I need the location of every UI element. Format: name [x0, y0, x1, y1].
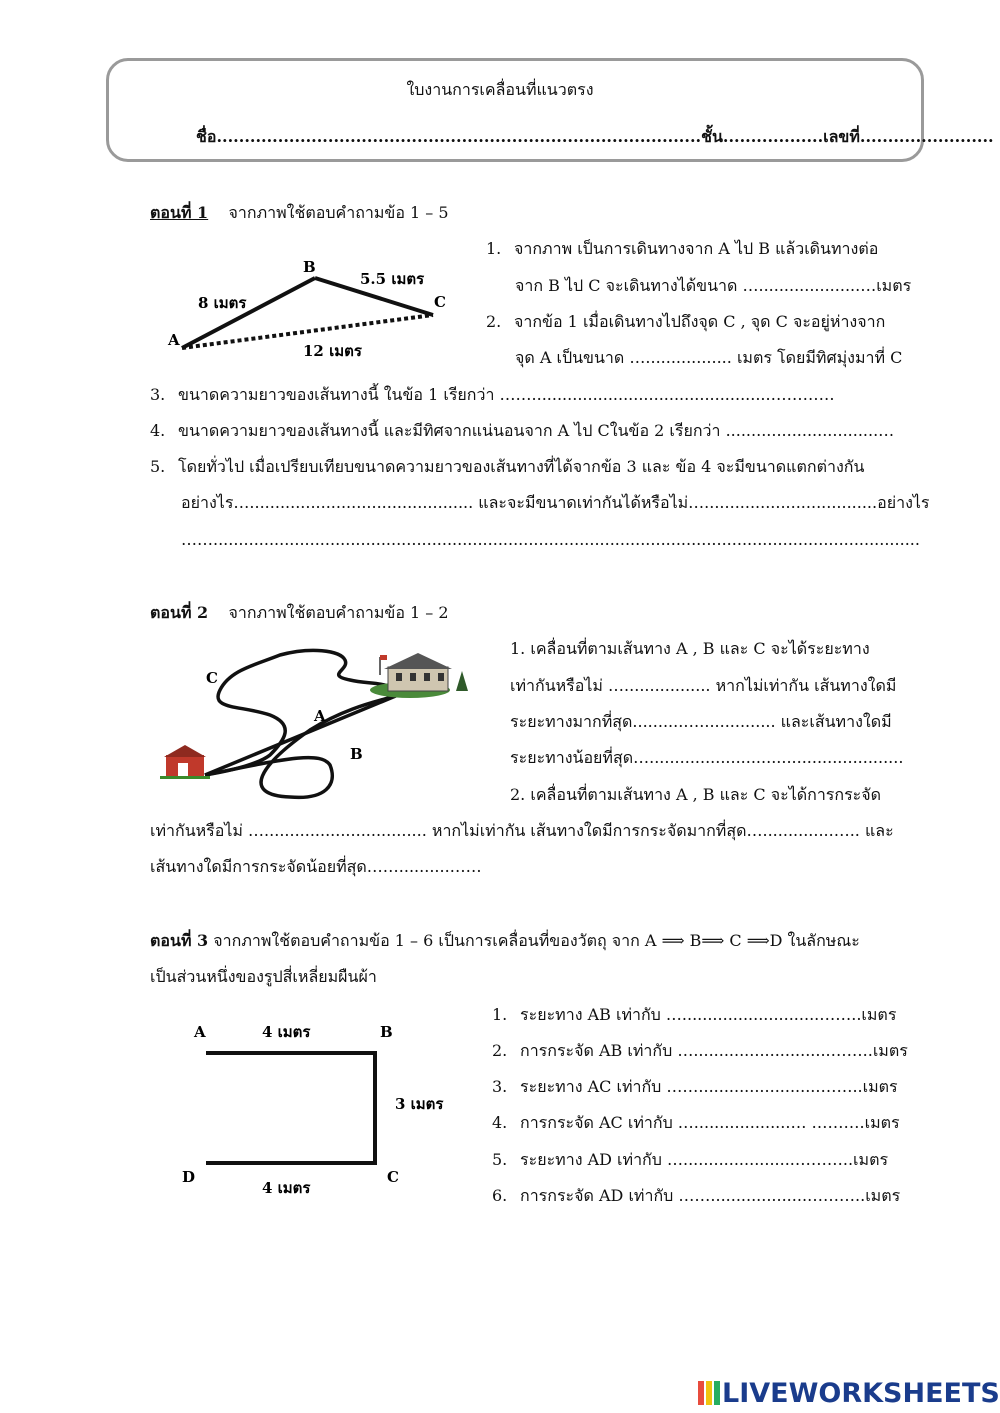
part2-q1-line4[interactable]: ระยะทางน้อยที่สุด….................................................. [510, 748, 904, 767]
part1-q5-line2[interactable]: อย่างไร…............................................ และจะมีขนาดเท่ากันได้หรือไม่…..................................อย่างไร [181, 493, 930, 512]
part2-q1-line3[interactable]: ระยะทางมากที่สุด..........…............... และเส้นทางใดมี [510, 712, 892, 731]
part1-q3[interactable]: 3. ขนาดความยาวของเส้นทางนี้ ในข้อ 1 เรียกว่า ……...............................................………… [150, 385, 835, 404]
part2-paths-diagram [160, 645, 480, 810]
worksheet-title: ใบงานการเคลื่อนที่แนวตรง [406, 80, 594, 99]
liveworksheets-logo-icon [698, 1381, 720, 1405]
ab-length-label: 8 เมตร [198, 294, 247, 312]
part3-q6[interactable]: 6. การกระจัด AD เท่ากับ ……...................………..เมตร [492, 1186, 901, 1205]
bc-length-label: 3 เมตร [395, 1095, 444, 1113]
part2-q1-line1: 1. เคลื่อนที่ตามเส้นทาง A , B และ C จะได้ระยะทาง [510, 639, 870, 658]
part3-intro-line1: จากภาพใช้ตอบคำถามข้อ 1 – 6 เป็นการเคลื่อนที่ของวัตถุ จาก A ⟹ B⟹ C ⟹D ในลักษณะ [213, 931, 860, 950]
student-info-line[interactable]: ชื่อ.......................................................................................ชั้น..................เลขที่........................ [196, 127, 994, 146]
part1-q5-line3[interactable]: ……........................................................................................................................................... [181, 530, 920, 549]
dc-length-label: 4 เมตร [262, 1179, 311, 1197]
part1-q2-line1: 2. จากข้อ 1 เมื่อเดินทางไปถึงจุด C , จุด C จะอยู่ห่างจาก [486, 312, 886, 331]
part3-rectangle-diagram [170, 1015, 470, 1205]
point-c-label: C [434, 293, 446, 311]
part3-title: ตอนที่ 3 [150, 931, 209, 950]
part3-q3[interactable]: 3. ระยะทาง AC เท่ากับ ……........................……..เมตร [492, 1077, 898, 1096]
part2-q1-line2[interactable]: เท่ากันหรือไม่ …................. หากไม่เท่ากัน เส้นทางใดมี [510, 676, 897, 695]
path-b-curve [205, 695, 398, 797]
part1-q5-line1: 5. โดยทั่วไป เมื่อเปรียบเทียบขนาดความยาวของเส้นทางที่ได้จากข้อ 3 และ ข้อ 4 จะมีขนาดแตกต่างกัน [150, 457, 865, 476]
path-c-label: C [206, 669, 218, 687]
point-a-label: A [194, 1023, 206, 1041]
part2-heading [150, 603, 449, 623]
barn-icon [160, 745, 210, 779]
bc-length-label: 5.5 เมตร [360, 270, 425, 288]
part1-q1-line1: 1. จากภาพ เป็นการเดินทางจาก A ไป B แล้วเดินทางต่อ [486, 239, 879, 258]
path-a-label: A [314, 707, 326, 725]
liveworksheets-logo-text[interactable]: LIVEWORKSHEETS [722, 1378, 1000, 1409]
part3-heading [150, 931, 860, 951]
part1-q4[interactable]: 4. ขนาดความยาวของเส้นทางนี้ และมีทิศจากแน่นอนจาก A ไป Cในข้อ 2 เรียกว่า ..............................… [150, 421, 895, 440]
path-b-label: B [350, 745, 363, 763]
segment-ab [182, 278, 315, 348]
part2-q2-line1: 2. เคลื่อนที่ตามเส้นทาง A , B และ C จะได้การกระจัด [510, 785, 882, 804]
part3-intro-line2: เป็นส่วนหนึ่งของรูปสี่เหลี่ยมผืนผ้า [150, 967, 377, 986]
part2-q2-line2[interactable]: เท่ากันหรือไม่ …................................ หากไม่เท่ากัน เส้นทางใดมีการกระจัดมากที่สุด…..............….. และ [150, 821, 894, 840]
part1-triangle-diagram [160, 250, 470, 370]
part1-heading [150, 203, 449, 223]
point-c-label: C [387, 1168, 399, 1186]
part2-subtitle: จากภาพใช้ตอบคำถามข้อ 1 – 2 [228, 603, 449, 622]
point-d-label: D [182, 1168, 196, 1186]
part2-q2-line3[interactable]: เส้นทางใดมีการกระจัดน้อยที่สุด……..........…… [150, 857, 482, 876]
ab-length-label: 4 เมตร [262, 1023, 311, 1041]
point-b-label: B [303, 258, 316, 276]
point-b-label: B [380, 1023, 393, 1041]
ac-length-label: 12 เมตร [303, 342, 362, 360]
part3-q4[interactable]: 4. การกระจัด AC เท่ากับ …...................… ……….เมตร [492, 1113, 900, 1132]
part1-title: ตอนที่ 1 [150, 203, 209, 222]
part1-q1-line2[interactable]: จาก B ไป C จะเดินทางได้ขนาด …....................…เมตร [515, 276, 912, 295]
point-a-label: A [168, 331, 180, 349]
path-abcd [206, 1053, 375, 1163]
part3-q5[interactable]: 5. ระยะทาง AD เท่ากับ …......................………..เมตร [492, 1150, 889, 1169]
part2-title: ตอนที่ 2 [150, 603, 209, 622]
part3-q2[interactable]: 2. การกระจัด AB เท่ากับ …...........................……..เมตร [492, 1041, 908, 1060]
part3-q1[interactable]: 1. ระยะทาง AB เท่ากับ …...........................……..เมตร [492, 1005, 897, 1024]
part1-q2-line2[interactable]: จุด A เป็นขนาด …................. เมตร โดยมีทิศมุ่งมาที่ C [515, 348, 903, 367]
part1-subtitle: จากภาพใช้ตอบคำถามข้อ 1 – 5 [228, 203, 449, 222]
farmhouse-icon [370, 653, 468, 698]
